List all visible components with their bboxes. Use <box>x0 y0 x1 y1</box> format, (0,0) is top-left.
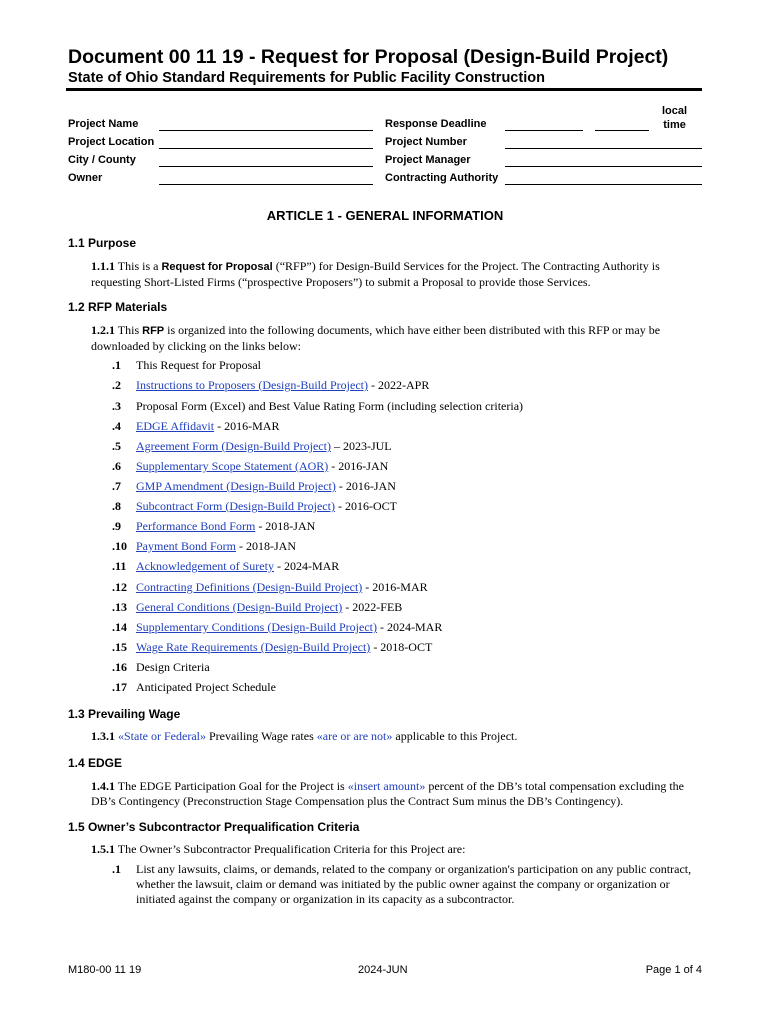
list-item-text: - 2018-OCT <box>370 640 433 654</box>
list-item-text: List any lawsuits, claims, or demands, related to the company or organization's participation on any public contract, whether the lawsuit, claim or demand was initiated by the public owner against the company or organization or initiated against the company or organization in its capacity as a subcontractor. <box>136 862 692 906</box>
paragraph-number: 1.1.1 <box>91 259 115 273</box>
list-item-number: .13 <box>112 600 127 614</box>
local-time-label <box>662 104 687 132</box>
paragraph-text: This is a <box>115 259 162 273</box>
list-item-text: - 2016-OCT <box>334 499 397 513</box>
list-item-number: .10 <box>112 539 127 553</box>
response-deadline-time-field[interactable] <box>595 130 649 131</box>
list-item-number: .17 <box>112 680 127 694</box>
list-item-text: Design Criteria <box>136 660 210 674</box>
paragraph-1-4-1 <box>91 779 703 809</box>
placeholder-option: «insert amount» <box>347 779 426 793</box>
footer-page-number: Page 1 of 4 <box>645 964 702 976</box>
list-item-number: .5 <box>112 439 121 453</box>
list-item-text: - 2018-JAN <box>236 539 297 553</box>
paragraph-keyword: RFP <box>142 325 165 337</box>
list-item-text: – 2023-JUL <box>330 439 392 453</box>
list-item-text: - 2024-MAR <box>273 559 340 573</box>
paragraph-1-2-1 <box>91 323 703 354</box>
local-time-line-2: time <box>663 119 686 131</box>
paragraph-text: The Owner’s Subcontractor Prequalification Criteria for this Project are: <box>115 842 466 856</box>
city-county-label: City / County <box>68 154 136 166</box>
list-item-link[interactable]: EDGE Affidavit <box>136 419 215 433</box>
list-item-link[interactable]: Agreement Form (Design-Build Project) <box>136 439 331 453</box>
paragraph-text: percent of the DB’s total compensation excluding the DB’s Contingency (Preconstruction Stage Compensation plus the Contract Sum minus the DB’s Contingency). <box>91 779 684 808</box>
list-item-text: Proposal Form (Excel) and Best Value Rating Form (including selection criteria) <box>136 399 524 413</box>
list-item-number: .11 <box>112 559 127 573</box>
project-location-field[interactable] <box>159 148 373 149</box>
footer-document-code: M180-00 11 19 <box>68 964 142 976</box>
project-name-label: Project Name <box>68 118 139 130</box>
section-1-5-heading: 1.5 Owner’s Subcontractor Prequalification Criteria <box>68 820 360 834</box>
list-item-text: - 2022-APR <box>367 378 430 392</box>
list-item-text: - 2016-JAN <box>328 459 389 473</box>
paragraph-text: This <box>115 323 143 337</box>
placeholder-option: «are or are not» <box>316 729 393 743</box>
paragraph-number: 1.5.1 <box>91 842 115 856</box>
paragraph-1-1-1 <box>91 259 703 290</box>
section-1-2-heading: 1.2 RFP Materials <box>68 300 168 314</box>
footer-date: 2024-JUN <box>358 964 408 976</box>
document-title: Document 00 11 19 - Request for Proposal (Design-Build Project) <box>68 46 669 68</box>
project-manager-label: Project Manager <box>385 154 471 166</box>
paragraph-text: Prevailing Wage rates <box>205 729 317 743</box>
placeholder-option: «State or Federal» <box>115 729 206 743</box>
list-item-text: - 2024-MAR <box>376 620 443 634</box>
list-item-number: .3 <box>112 399 121 413</box>
paragraph-keyword: Request for Proposal <box>161 261 273 273</box>
list-item-link[interactable]: GMP Amendment (Design-Build Project) <box>136 479 336 493</box>
list-item-number: .7 <box>112 479 121 493</box>
project-location-label: Project Location <box>68 136 155 148</box>
list-item-number: .8 <box>112 499 121 513</box>
paragraph-number: 1.4.1 <box>91 779 115 793</box>
owner-label: Owner <box>68 172 103 184</box>
paragraph-text: applicable to this Project. <box>392 729 518 743</box>
list-item-link[interactable]: Supplementary Conditions (Design-Build Project) <box>136 620 377 634</box>
list-item-text: - 2016-MAR <box>214 419 280 433</box>
list-item-number: .1 <box>112 862 121 876</box>
project-number-label: Project Number <box>385 136 467 148</box>
response-deadline-label: Response Deadline <box>385 118 487 130</box>
list-item-link[interactable]: Performance Bond Form <box>136 519 256 533</box>
list-item-number: .16 <box>112 660 127 674</box>
paragraph-1-5-1 <box>91 842 703 857</box>
list-item-link[interactable]: General Conditions (Design-Build Project) <box>136 600 343 614</box>
paragraph-1-3-1 <box>91 729 703 744</box>
list-item-link[interactable]: Contracting Definitions (Design-Build Project) <box>136 580 363 594</box>
list-item-number: .4 <box>112 419 121 433</box>
list-item-link[interactable]: Supplementary Scope Statement (AOR) <box>136 459 329 473</box>
list-item-text: - 2016-JAN <box>335 479 396 493</box>
list-item-link[interactable]: Wage Rate Requirements (Design-Build Project) <box>136 640 371 654</box>
section-1-3-heading: 1.3 Prevailing Wage <box>68 707 181 721</box>
subparagraph-1-5-1-1 <box>112 862 712 907</box>
project-manager-field[interactable] <box>505 166 702 167</box>
list-item-text: Anticipated Project Schedule <box>136 680 276 694</box>
local-time-line-1: local <box>662 105 688 117</box>
list-item-number: .12 <box>112 580 127 594</box>
project-number-field[interactable] <box>505 148 702 149</box>
list-item-number: .9 <box>112 519 121 533</box>
response-deadline-date-field[interactable] <box>505 130 583 131</box>
project-name-field[interactable] <box>159 130 373 131</box>
list-item-text: - 2022-FEB <box>342 600 403 614</box>
article-title: ARTICLE 1 - GENERAL INFORMATION <box>266 208 504 223</box>
list-item-link[interactable]: Payment Bond Form <box>136 539 237 553</box>
section-1-1-heading: 1.1 Purpose <box>68 236 137 250</box>
paragraph-text: is organized into the following documents, which have either been distributed with this RFP or may be downloaded by clicking on the links below: <box>91 323 661 353</box>
paragraph-text: (“RFP”) for Design-Build Services for the Project. The Contracting Authority is requesting Short-Listed Firms (“prospective Proposers”) to submit a Proposal to provide those Services. <box>91 259 660 289</box>
list-item-number: .14 <box>112 620 127 634</box>
list-item-text: - 2016-MAR <box>362 580 428 594</box>
contracting-authority-field[interactable] <box>505 184 702 185</box>
list-item-text: - 2018-JAN <box>255 519 316 533</box>
list-item-number: .15 <box>112 640 127 654</box>
list-item-number: .1 <box>112 358 121 372</box>
section-1-4-heading: 1.4 EDGE <box>68 756 123 770</box>
list-item-link[interactable]: Subcontract Form (Design-Build Project) <box>136 499 335 513</box>
paragraph-text: The EDGE Participation Goal for the Project is <box>115 779 348 793</box>
paragraph-number: 1.3.1 <box>91 729 115 743</box>
list-item-link[interactable]: Instructions to Proposers (Design-Build Project) <box>136 378 368 392</box>
contracting-authority-label: Contracting Authority <box>385 172 499 184</box>
city-county-field[interactable] <box>159 166 373 167</box>
list-item-number: .2 <box>112 378 121 392</box>
paragraph-number: 1.2.1 <box>91 323 115 337</box>
list-item-link[interactable]: Acknowledgement of Surety <box>136 559 274 573</box>
document-subtitle: State of Ohio Standard Requirements for Public Facility Construction <box>68 70 545 86</box>
title-divider <box>66 88 702 91</box>
list-item-text: This Request for Proposal <box>136 358 261 372</box>
owner-field[interactable] <box>159 184 373 185</box>
list-item-number: .6 <box>112 459 121 473</box>
